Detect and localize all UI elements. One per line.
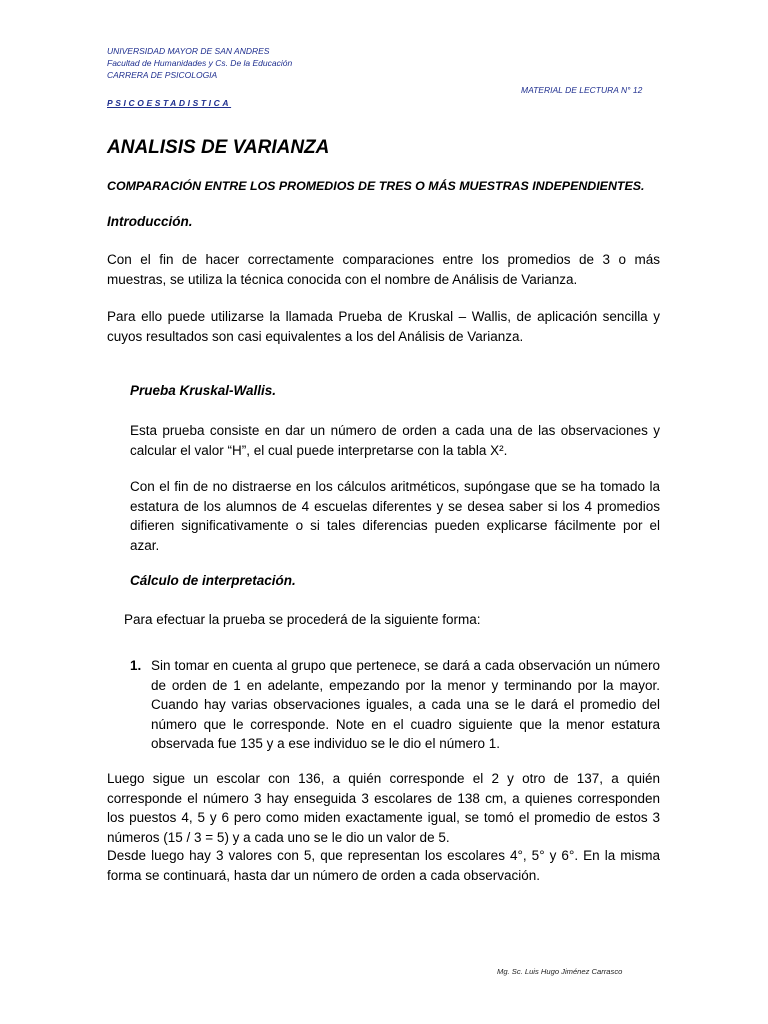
kruskal-wallis-paragraph-1: Esta prueba consiste en dar un número de orden a cada una de las observaciones y calcular el valor “H”, el cual puede interpretarse con la tabla X². <box>130 423 660 458</box>
intro-paragraph-1: Con el fin de hacer correctamente comparaciones entre los promedios de 3 o más muestras, se utiliza la técnica conocida con el nombre de Análisis de Varianza. <box>107 252 660 287</box>
footer-author: Mg. Sc. Luis Hugo Jiménez Carrasco <box>497 967 623 976</box>
faculty-name: Facultad de Humanidades y Cs. De la Educación <box>107 58 293 68</box>
kruskal-wallis-heading: Prueba Kruskal-Wallis. <box>130 383 277 398</box>
step-1-number: 1. <box>130 658 142 673</box>
after-paragraph-2: Desde luego hay 3 valores con 5, que representan los escolares 4°, 5° y 6°. En la misma forma se continuará, hasta dar un número de orden a cada observación. <box>107 848 660 883</box>
document-title: ANALISIS DE VARIANZA <box>107 137 330 158</box>
career-name: CARRERA DE PSICOLOGIA <box>107 70 218 80</box>
calculation-intro: Para efectuar la prueba se procederá de la siguiente forma: <box>124 612 481 627</box>
step-1-text: Sin tomar en cuenta al grupo que pertenece, se dará a cada observación un número de orden de 1 en adelante, empezando por la menor y terminando por la mayor. Cuando hay varias observaciones iguales, a cada una se le dará el promedio del número que le corresponde. Note en el cuadro siguiente que la menor estatura observada fue 135 y a ese individuo se le dio el número 1. <box>151 658 660 751</box>
material-label: MATERIAL DE LECTURA N° 12 <box>521 85 643 95</box>
subject-name: PSICOESTADISTICA <box>107 98 232 108</box>
after-paragraph-1: Luego sigue un escolar con 136, a quién corresponde el 2 y otro de 137, a quién corresponde el número 3 hay enseguida 3 escolares de 138 cm, a quienes corresponden los puestos 4, 5 y 6 pero como miden exactamente igual, se tomó el promedio de estos 3 números (15 / 3 = 5) y a cada uno se le dio un valor de 5. <box>107 771 660 845</box>
intro-paragraph-2: Para ello puede utilizarse la llamada Prueba de Kruskal – Wallis, de aplicación sencilla y cuyos resultados son casi equivalentes a los del Análisis de Varianza. <box>107 309 660 344</box>
calculation-heading: Cálculo de interpretación. <box>130 573 296 588</box>
kruskal-wallis-paragraph-2: Con el fin de no distraerse en los cálculos aritméticos, supóngase que se ha tomado la estatura de los alumnos de 4 escuelas diferentes y se desea saber si los 4 promedios difieren significativamente o si tales diferencias pueden explicarse fácilmente por el azar. <box>130 479 660 553</box>
institution-name: UNIVERSIDAD MAYOR DE SAN ANDRES <box>107 46 270 56</box>
document-subtitle: COMPARACIÓN ENTRE LOS PROMEDIOS DE TRES O MÁS MUESTRAS INDEPENDIENTES. <box>107 179 645 193</box>
intro-heading: Introducción. <box>107 214 193 229</box>
